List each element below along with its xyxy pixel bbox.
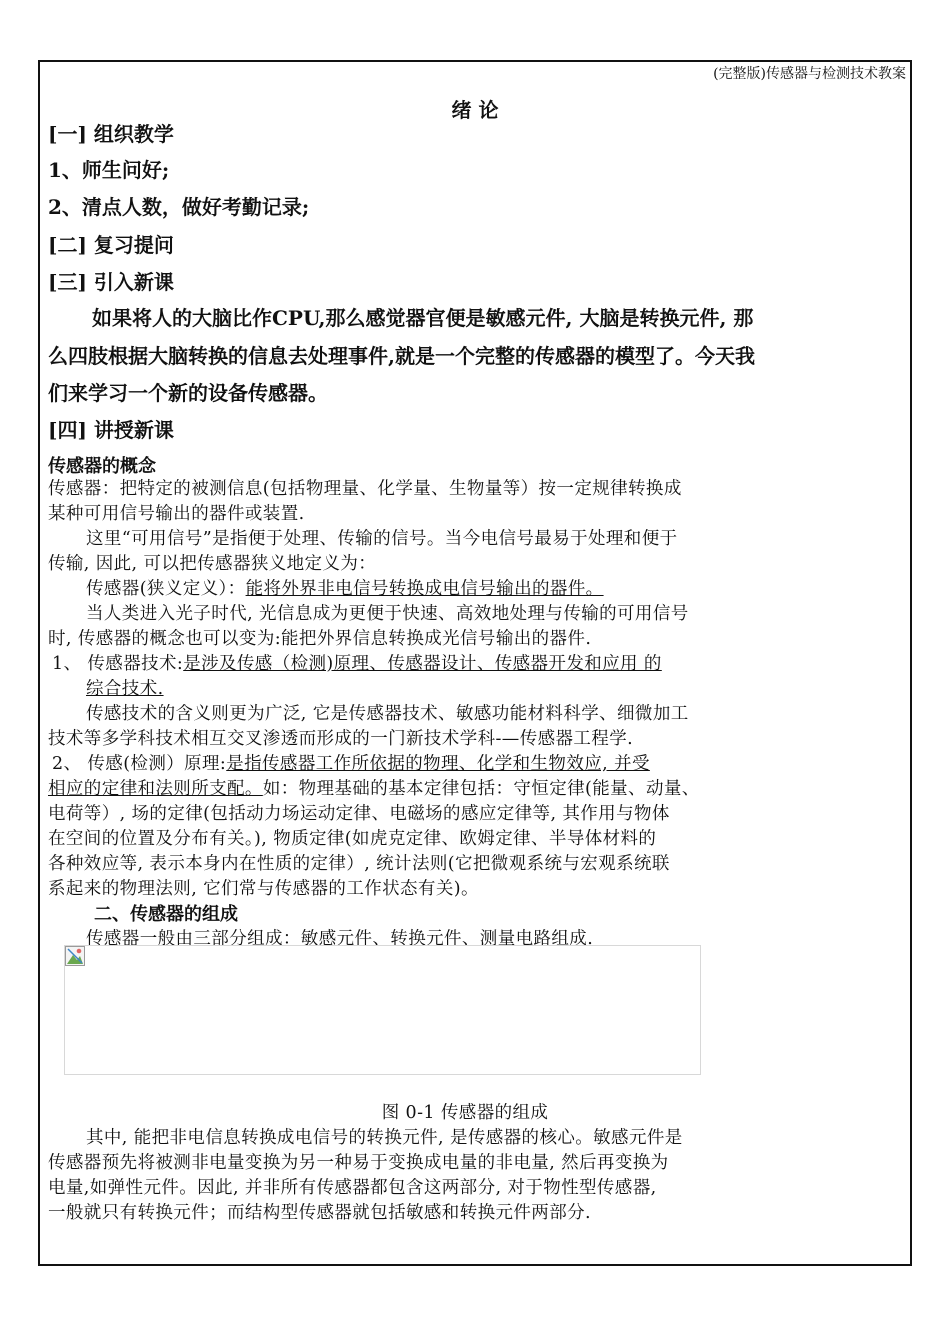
page-title: 绪 论 (451, 98, 499, 122)
body-line: 其中, 能把非电信息转换成电信号的转换元件, 是传感器的核心。敏感元件是 (86, 1128, 683, 1148)
body-line: 这里“可用信号”是指便于处理、传输的信号。当今电信号最易于处理和便于 (86, 529, 678, 549)
body-line (52, 750, 650, 775)
body-line: 传输, 因此, 可以把传感器狭义地定义为： (48, 554, 377, 574)
body-line: 各种效应等, 表示本身内在性质的定律）, 统计法则(它把微观系统与宏观系统联 (48, 854, 670, 874)
body-line: 在空间的位置及分布有关。), 物质定律(如虎克定律、欧姆定律、半导体材料的 (48, 829, 657, 849)
body-line (52, 650, 662, 675)
list-item: 2、清点人数，做好考勤记录; (48, 195, 310, 219)
intro-line: 么四肢根据大脑转换的信息去处理事件,就是一个完整的传感器的模型了。今天我 (48, 344, 755, 368)
item-definition: 是指传感器工作所依据的物理、化学和生物效应, 并受 (226, 754, 650, 774)
body-line: 传感器一般由三部分组成：敏感元件、转换元件、测量电路组成. (86, 929, 594, 949)
list-item: 1、师生问好; (48, 158, 170, 182)
subsection-heading: 传感器的概念 (48, 456, 156, 477)
body-line: 当人类进入光子时代, 光信息成为更便于快速、高效地处理与传输的可用信号 (86, 604, 689, 624)
item-definition: 综合技术. (86, 679, 164, 699)
body-line: 传感器：把特定的被测信息(包括物理量、化学量、生物量等）按一定规律转换成 (48, 479, 682, 499)
header-note: (完整版)传感器与检测技术教案 (713, 66, 906, 82)
subsection-heading: 二、传感器的组成 (94, 904, 238, 925)
body-line: 电量,如弹性元件。因此, 并非所有传感器都包含这两部分, 对于物性型传感器, (48, 1178, 657, 1198)
item-label: 1、 传感器技术: (52, 654, 184, 674)
section-heading: [一] 组织教学 (48, 122, 174, 146)
figure-image-placeholder (64, 945, 701, 1075)
body-line (86, 575, 604, 600)
body-line: 传感器预先将被测非电量变换为另一种易于变换成电量的非电量, 然后再变换为 (48, 1153, 669, 1173)
item-label: 2、 传感(检测）原理: (52, 754, 227, 774)
definition-label: 传感器(狭义定义）： (86, 579, 246, 599)
body-line: 时, 传感器的概念也可以变为:能把外界信息转换成光信号输出的器件. (48, 629, 592, 649)
intro-line: 们来学习一个新的设备传感器。 (48, 381, 328, 405)
intro-line: 如果将人的大脑比作CPU,那么感觉器官便是敏感元件, 大脑是转换元件, 那 (92, 306, 754, 330)
section-heading: [二] 复习提问 (48, 233, 174, 257)
section-heading: [三] 引入新课 (48, 270, 174, 294)
definition-text: 能将外界非电信号转换成电信号输出的器件。 (245, 579, 604, 599)
body-line: 某种可用信号输出的器件或装置. (48, 504, 305, 524)
body-line: 传感技术的含义则更为广泛, 它是传感器技术、敏感功能材料科学、细微加工 (86, 704, 689, 724)
broken-image-icon (65, 946, 85, 970)
figure-caption: 图 0-1 传感器的组成 (381, 1103, 549, 1123)
item-definition: 是涉及传感（检测)原理、传感器设计、传感器开发和应用 的 (183, 654, 662, 674)
body-line: 一般就只有转换元件；而结构型传感器就包括敏感和转换元件两部分. (48, 1203, 591, 1223)
body-line (48, 775, 700, 800)
item-definition: 相应的定律和法则所支配。 (48, 779, 263, 799)
body-line: 技术等多学科技术相互交叉渗透而形成的一门新技术学科-—传感器工程学. (48, 729, 634, 749)
body-line: 系起来的物理法则, 它们常与传感器的工作状态有关)。 (48, 879, 479, 899)
body-line: 电荷等）, 场的定律(包括动力场运动定律、电磁场的感应定律等, 其作用与物体 (48, 804, 670, 824)
body-text: 如：物理基础的基本定律包括：守恒定律(能量、动量、 (262, 779, 700, 799)
section-heading: [四] 讲授新课 (48, 418, 174, 442)
